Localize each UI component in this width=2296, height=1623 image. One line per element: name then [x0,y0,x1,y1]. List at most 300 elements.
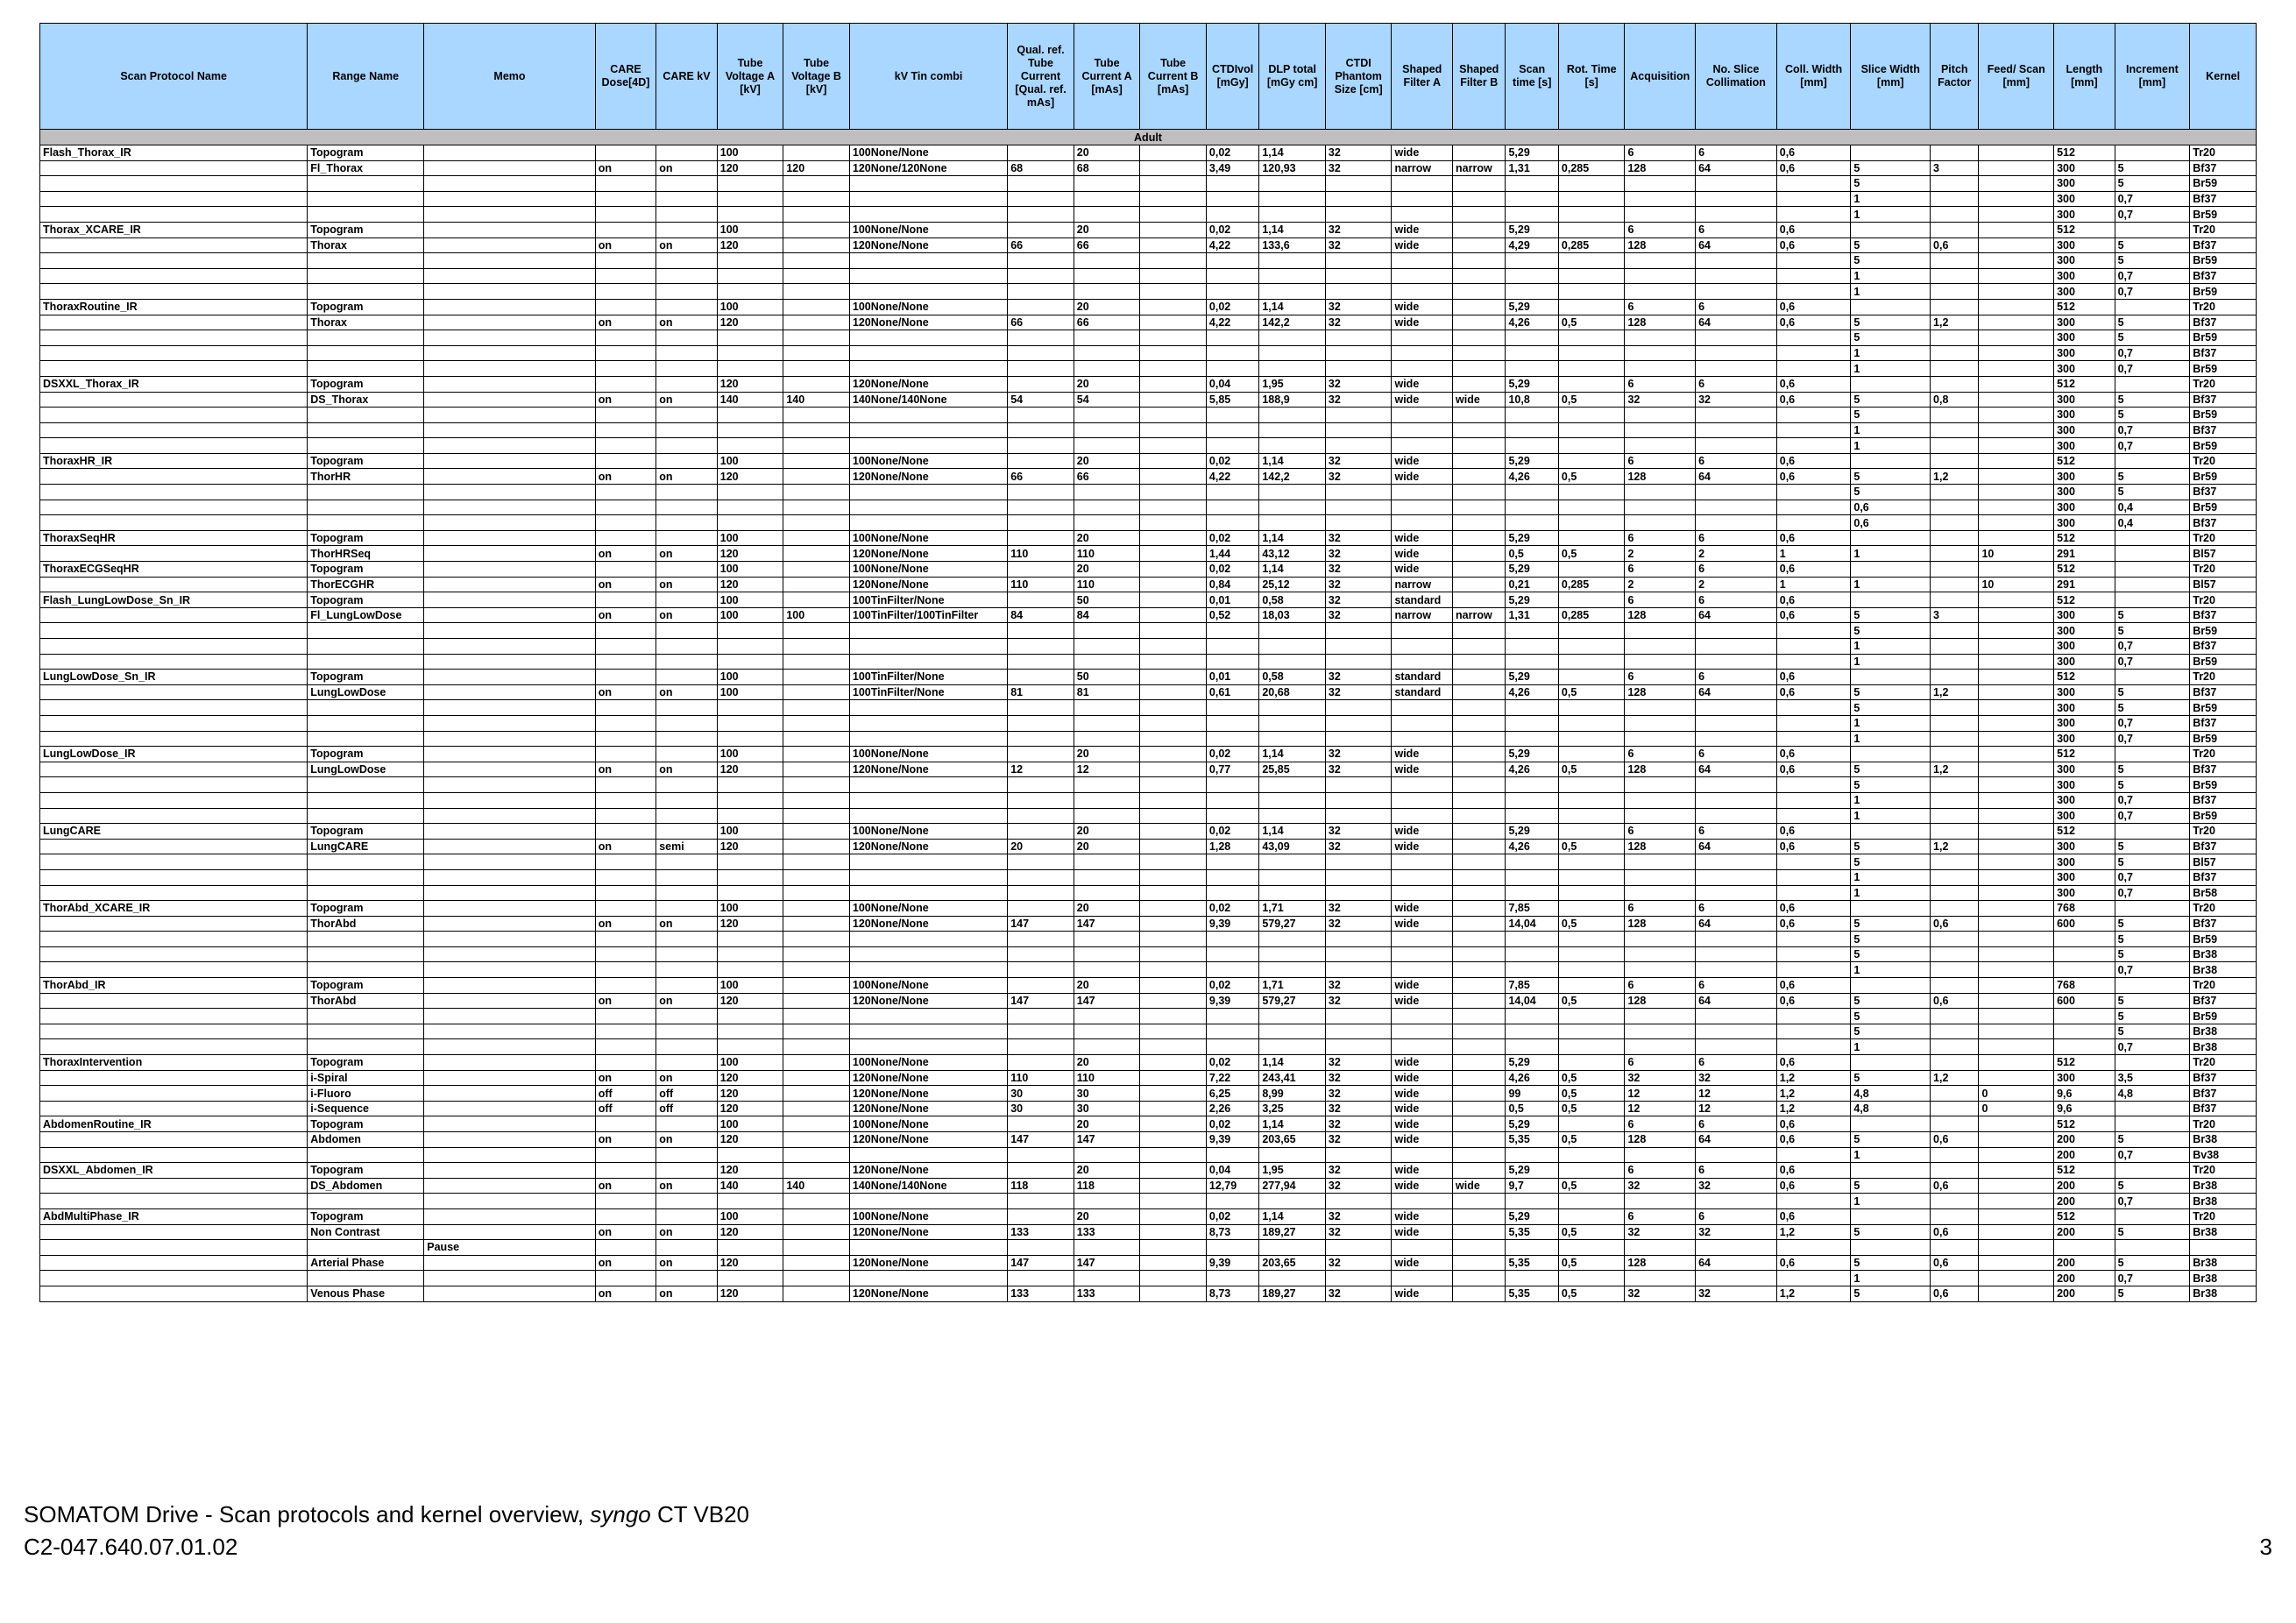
document-title-italic: syngo [590,1501,651,1527]
table-cell [1979,469,2054,485]
table-cell: 66 [1008,315,1074,330]
table-cell [1392,1147,1453,1163]
table-cell [1074,330,1140,346]
table-cell: 300 [2054,345,2115,361]
table-cell [1453,715,1506,731]
table-cell [1558,962,1625,978]
table-cell: 300 [2054,485,2115,500]
table-cell [1979,438,2054,454]
table-row [40,315,2257,330]
table-cell [1453,191,1506,207]
table-cell: 300 [2054,253,2115,269]
table-cell [1074,700,1140,716]
table-row [40,1055,2257,1071]
table-cell: ThoraxHR_IR [40,453,308,469]
table-cell [424,1024,595,1039]
table-cell: 32 [1325,376,1392,392]
table-cell: 0,5 [1558,839,1625,854]
table-row [40,607,2257,623]
table-cell [1074,946,1140,962]
table-cell [1776,500,1851,515]
table-cell [1506,639,1558,655]
table-cell [717,792,783,808]
table-cell [1979,854,2054,870]
table-cell: 0,7 [2115,1039,2190,1055]
table-cell: 4,8 [1851,1086,1931,1102]
table-cell: on [595,916,656,932]
table-cell: Br59 [2190,808,2257,824]
table-cell: 0,5 [1558,1070,1625,1086]
table-cell: 120 [717,1132,783,1148]
table-cell: 300 [2054,715,2115,731]
table-cell [424,237,595,253]
table-cell [1558,515,1625,531]
table-cell [1453,500,1506,515]
table-cell [1625,715,1696,731]
table-cell [717,639,783,655]
table-cell [424,1116,595,1132]
table-cell [1558,408,1625,423]
table-cell: 100TinFilter/None [849,592,1007,608]
table-cell: 81 [1008,684,1074,700]
table-row [40,1194,2257,1209]
table-cell: 0,6 [1931,237,1979,253]
table-cell: 2 [1625,546,1696,562]
table-cell [1979,1024,2054,1039]
table-cell: Bf37 [2190,869,2257,885]
table-cell: on [595,469,656,485]
table-cell: 32 [1325,1163,1392,1179]
table-cell: 200 [2054,1132,2115,1148]
table-cell [424,839,595,854]
table-cell [1931,191,1979,207]
table-cell [1325,1194,1392,1209]
table-cell [1625,1271,1696,1286]
table-cell [1392,1240,1453,1256]
table-cell [40,469,308,485]
table-cell: 12 [1074,762,1140,777]
table-cell [1625,1240,1696,1256]
table-cell: 0,6 [1776,562,1851,578]
table-cell [1776,962,1851,978]
table-cell [1206,623,1258,639]
table-row [40,1101,2257,1116]
table-cell: 0,6 [1931,1224,1979,1240]
table-cell [1851,1055,1931,1071]
table-cell: wide [1392,993,1453,1009]
table-cell [1696,715,1777,731]
table-cell [1325,268,1392,284]
table-cell [1506,777,1558,793]
table-cell [424,376,595,392]
table-cell [717,700,783,716]
table-cell [308,345,424,361]
table-cell [1625,253,1696,269]
table-cell [1625,284,1696,300]
table-row [40,901,2257,917]
table-cell [1453,1194,1506,1209]
table-cell [849,885,1007,901]
table-cell [308,623,424,639]
table-cell: 120 [717,1286,783,1301]
table-cell [424,747,595,762]
table-cell [783,978,850,994]
table-cell: 188,9 [1259,392,1326,408]
table-cell [1776,639,1851,655]
table-cell [1931,176,1979,192]
table-cell: 140 [783,1178,850,1194]
table-cell [424,824,595,840]
table-cell [595,145,656,161]
table-cell [595,284,656,300]
table-cell [1558,824,1625,840]
table-cell [1008,808,1074,824]
table-cell [1558,438,1625,454]
table-cell [1453,422,1506,438]
table-cell: 5,29 [1506,453,1558,469]
table-cell: 32 [1325,592,1392,608]
table-cell [783,315,850,330]
table-cell: 32 [1625,1070,1696,1086]
table-cell: Tr20 [2190,145,2257,161]
table-cell: 1,14 [1259,1208,1326,1224]
table-cell: 4,8 [2115,1086,2190,1102]
table-cell: 0,7 [2115,869,2190,885]
table-cell: Bf37 [2190,160,2257,176]
table-cell: 66 [1008,469,1074,485]
table-cell: 5 [2115,469,2190,485]
table-cell: 0,52 [1206,607,1258,623]
table-cell [308,654,424,670]
table-cell: 32 [1696,1178,1777,1194]
table-cell [783,453,850,469]
table-cell: 1,2 [1776,1086,1851,1102]
table-cell [1008,515,1074,531]
table-cell [1140,546,1207,562]
table-cell [1979,1070,2054,1086]
table-body [40,130,2257,1302]
table-cell: 512 [2054,1163,2115,1179]
table-cell: on [656,684,718,700]
table-cell: 128 [1625,607,1696,623]
table-cell [1625,808,1696,824]
table-cell: 128 [1625,684,1696,700]
table-cell: 0 [1979,1101,2054,1116]
table-cell [783,731,850,747]
table-cell: 133 [1008,1286,1074,1301]
table-cell: 5 [1851,777,1931,793]
table-cell [1558,978,1625,994]
table-cell [1506,345,1558,361]
table-cell [1325,731,1392,747]
table-cell: on [595,237,656,253]
table-cell [40,422,308,438]
table-cell: 0,6 [1776,1132,1851,1148]
table-row [40,670,2257,685]
table-cell: 100 [717,145,783,161]
table-cell [1140,824,1207,840]
table-cell [1392,253,1453,269]
table-cell [424,176,595,192]
table-cell [1325,654,1392,670]
table-cell [1325,639,1392,655]
table-cell [1392,792,1453,808]
table-cell [1453,777,1506,793]
table-cell: wide [1392,237,1453,253]
table-cell: Topogram [308,299,424,315]
table-cell: wide [1392,901,1453,917]
table-cell: Pause [424,1240,595,1256]
table-cell: wide [1392,315,1453,330]
table-row [40,330,2257,346]
table-cell [717,207,783,223]
table-cell: Tr20 [2190,1055,2257,1071]
table-cell: 12 [1008,762,1074,777]
table-cell: 120None/None [849,469,1007,485]
table-cell: 5 [2115,1286,2190,1301]
table-cell [1979,747,2054,762]
table-cell [1776,1009,1851,1024]
table-cell [1625,700,1696,716]
table-cell: wide [1392,1101,1453,1116]
table-cell [1776,361,1851,377]
table-cell [1625,361,1696,377]
table-cell [783,546,850,562]
table-cell: 3 [1931,160,1979,176]
table-cell: 0,7 [2115,962,2190,978]
table-cell: 120None/None [849,762,1007,777]
table-cell: Topogram [308,1208,424,1224]
table-cell: 5 [1851,946,1931,962]
table-cell [308,515,424,531]
table-cell: 142,2 [1259,315,1326,330]
table-row [40,577,2257,592]
table-cell: 4,26 [1506,1070,1558,1086]
table-cell [1558,715,1625,731]
table-cell: Bf37 [2190,392,2257,408]
table-cell: 64 [1696,237,1777,253]
table-cell [424,1039,595,1055]
table-cell: 0,7 [2115,1271,2190,1286]
table-cell [1008,869,1074,885]
table-cell [1696,623,1777,639]
table-cell [1931,1101,1979,1116]
table-cell: wide [1392,530,1453,546]
table-cell: ThorAbd_XCARE_IR [40,901,308,917]
table-cell [1776,345,1851,361]
table-cell: 0,6 [1776,237,1851,253]
table-cell [1931,808,1979,824]
table-cell: 300 [2054,176,2115,192]
table-cell: 5 [1851,607,1931,623]
table-cell [1325,1039,1392,1055]
table-cell: narrow [1392,577,1453,592]
table-cell: DS_Abdomen [308,1178,424,1194]
table-cell [1074,932,1140,947]
table-cell [1453,1240,1506,1256]
table-cell [1931,330,1979,346]
table-cell [1140,1070,1207,1086]
table-cell [783,1116,850,1132]
table-cell: 5 [2115,854,2190,870]
table-cell: 100 [717,1208,783,1224]
table-cell: wide [1392,1070,1453,1086]
table-cell [1979,978,2054,994]
table-cell: 120None/None [849,1224,1007,1240]
table-cell [783,916,850,932]
table-cell: 0,6 [1776,592,1851,608]
table-cell [1776,330,1851,346]
table-cell [656,1024,718,1039]
table-cell [1931,824,1979,840]
table-cell [595,176,656,192]
table-cell [1206,715,1258,731]
table-cell [40,1086,308,1102]
table-cell [1696,1039,1777,1055]
table-cell [717,869,783,885]
table-row [40,777,2257,793]
table-cell [1074,284,1140,300]
table-cell: 32 [1325,562,1392,578]
table-cell: 1,14 [1259,1055,1326,1071]
table-cell [1558,654,1625,670]
table-cell [40,408,308,423]
table-cell [424,207,595,223]
column-header: Shaped Filter B [1453,24,1506,130]
table-cell: 0,8 [1931,392,1979,408]
table-cell [595,962,656,978]
table-cell: on [656,469,718,485]
table-cell [1506,1240,1558,1256]
table-cell: 1,28 [1206,839,1258,854]
table-cell [783,408,850,423]
table-cell [2054,1039,2115,1055]
table-cell [1979,237,2054,253]
table-cell [1392,191,1453,207]
table-cell [717,1271,783,1286]
table-cell [1979,361,2054,377]
table-cell [2115,1101,2190,1116]
column-header: Slice Width [mm] [1851,24,1931,130]
table-cell: 0,6 [1931,916,1979,932]
table-cell: 1,14 [1259,562,1326,578]
table-cell: 5 [1851,408,1931,423]
table-cell [1931,1208,1979,1224]
table-cell [1931,901,1979,917]
table-cell [1325,1240,1392,1256]
table-cell [1979,376,2054,392]
table-cell: 32 [1325,222,1392,237]
table-cell: wide [1392,824,1453,840]
table-cell [1696,1240,1777,1256]
table-cell: DSXXL_Thorax_IR [40,376,308,392]
table-cell [1259,361,1326,377]
table-cell [424,392,595,408]
table-cell [1979,869,2054,885]
table-cell: on [656,916,718,932]
table-cell [1931,962,1979,978]
table-cell: 20 [1074,839,1140,854]
table-cell: 5,29 [1506,592,1558,608]
table-cell: 20 [1074,978,1140,994]
table-cell [783,885,850,901]
table-cell [1506,1147,1558,1163]
table-cell [1206,284,1258,300]
table-cell [717,485,783,500]
table-cell: 32 [1325,1101,1392,1116]
table-cell [1558,453,1625,469]
table-cell: 5,29 [1506,376,1558,392]
table-cell [40,1194,308,1209]
table-row [40,268,2257,284]
table-cell [1259,284,1326,300]
table-cell [424,916,595,932]
table-cell [1696,946,1777,962]
table-cell [1259,438,1326,454]
table-cell [717,932,783,947]
table-cell [1140,993,1207,1009]
table-cell: 120 [717,1255,783,1271]
table-cell [1979,191,2054,207]
table-cell: 0,02 [1206,562,1258,578]
table-cell [1851,592,1931,608]
table-cell [656,361,718,377]
table-cell [1259,1024,1326,1039]
table-cell [424,1255,595,1271]
table-cell: on [656,392,718,408]
table-cell [656,530,718,546]
table-cell: on [595,839,656,854]
table-cell [1558,345,1625,361]
table-cell [1453,962,1506,978]
table-cell: 120None/None [849,577,1007,592]
table-cell: 0,5 [1506,1101,1558,1116]
table-cell: Br38 [2190,1224,2257,1240]
table-cell [656,592,718,608]
table-cell: wide [1392,1116,1453,1132]
table-cell: 64 [1696,160,1777,176]
table-cell [783,1009,850,1024]
table-cell [424,485,595,500]
table-cell: 5 [1851,237,1931,253]
table-cell [1074,361,1140,377]
table-cell: 6 [1625,376,1696,392]
table-cell: 4,26 [1506,469,1558,485]
table-cell [1851,530,1931,546]
table-cell [1625,438,1696,454]
table-cell [308,408,424,423]
table-cell [1979,485,2054,500]
table-cell: 6 [1696,453,1777,469]
table-cell [717,808,783,824]
table-cell: 1 [1851,1271,1931,1286]
table-cell [1931,731,1979,747]
column-header: Tube Current B [mAs] [1140,24,1207,130]
table-cell: 512 [2054,562,2115,578]
table-cell [1140,1194,1207,1209]
table-cell [1625,869,1696,885]
table-cell [1625,485,1696,500]
table-cell: 0 [1979,1086,2054,1102]
table-cell: 0,5 [1558,1255,1625,1271]
table-cell: 200 [2054,1271,2115,1286]
table-cell [1206,932,1258,947]
table-cell [1625,176,1696,192]
table-cell: on [595,160,656,176]
table-cell: 0,7 [2115,885,2190,901]
table-cell: 64 [1696,916,1777,932]
table-cell: Br38 [2190,1132,2257,1148]
